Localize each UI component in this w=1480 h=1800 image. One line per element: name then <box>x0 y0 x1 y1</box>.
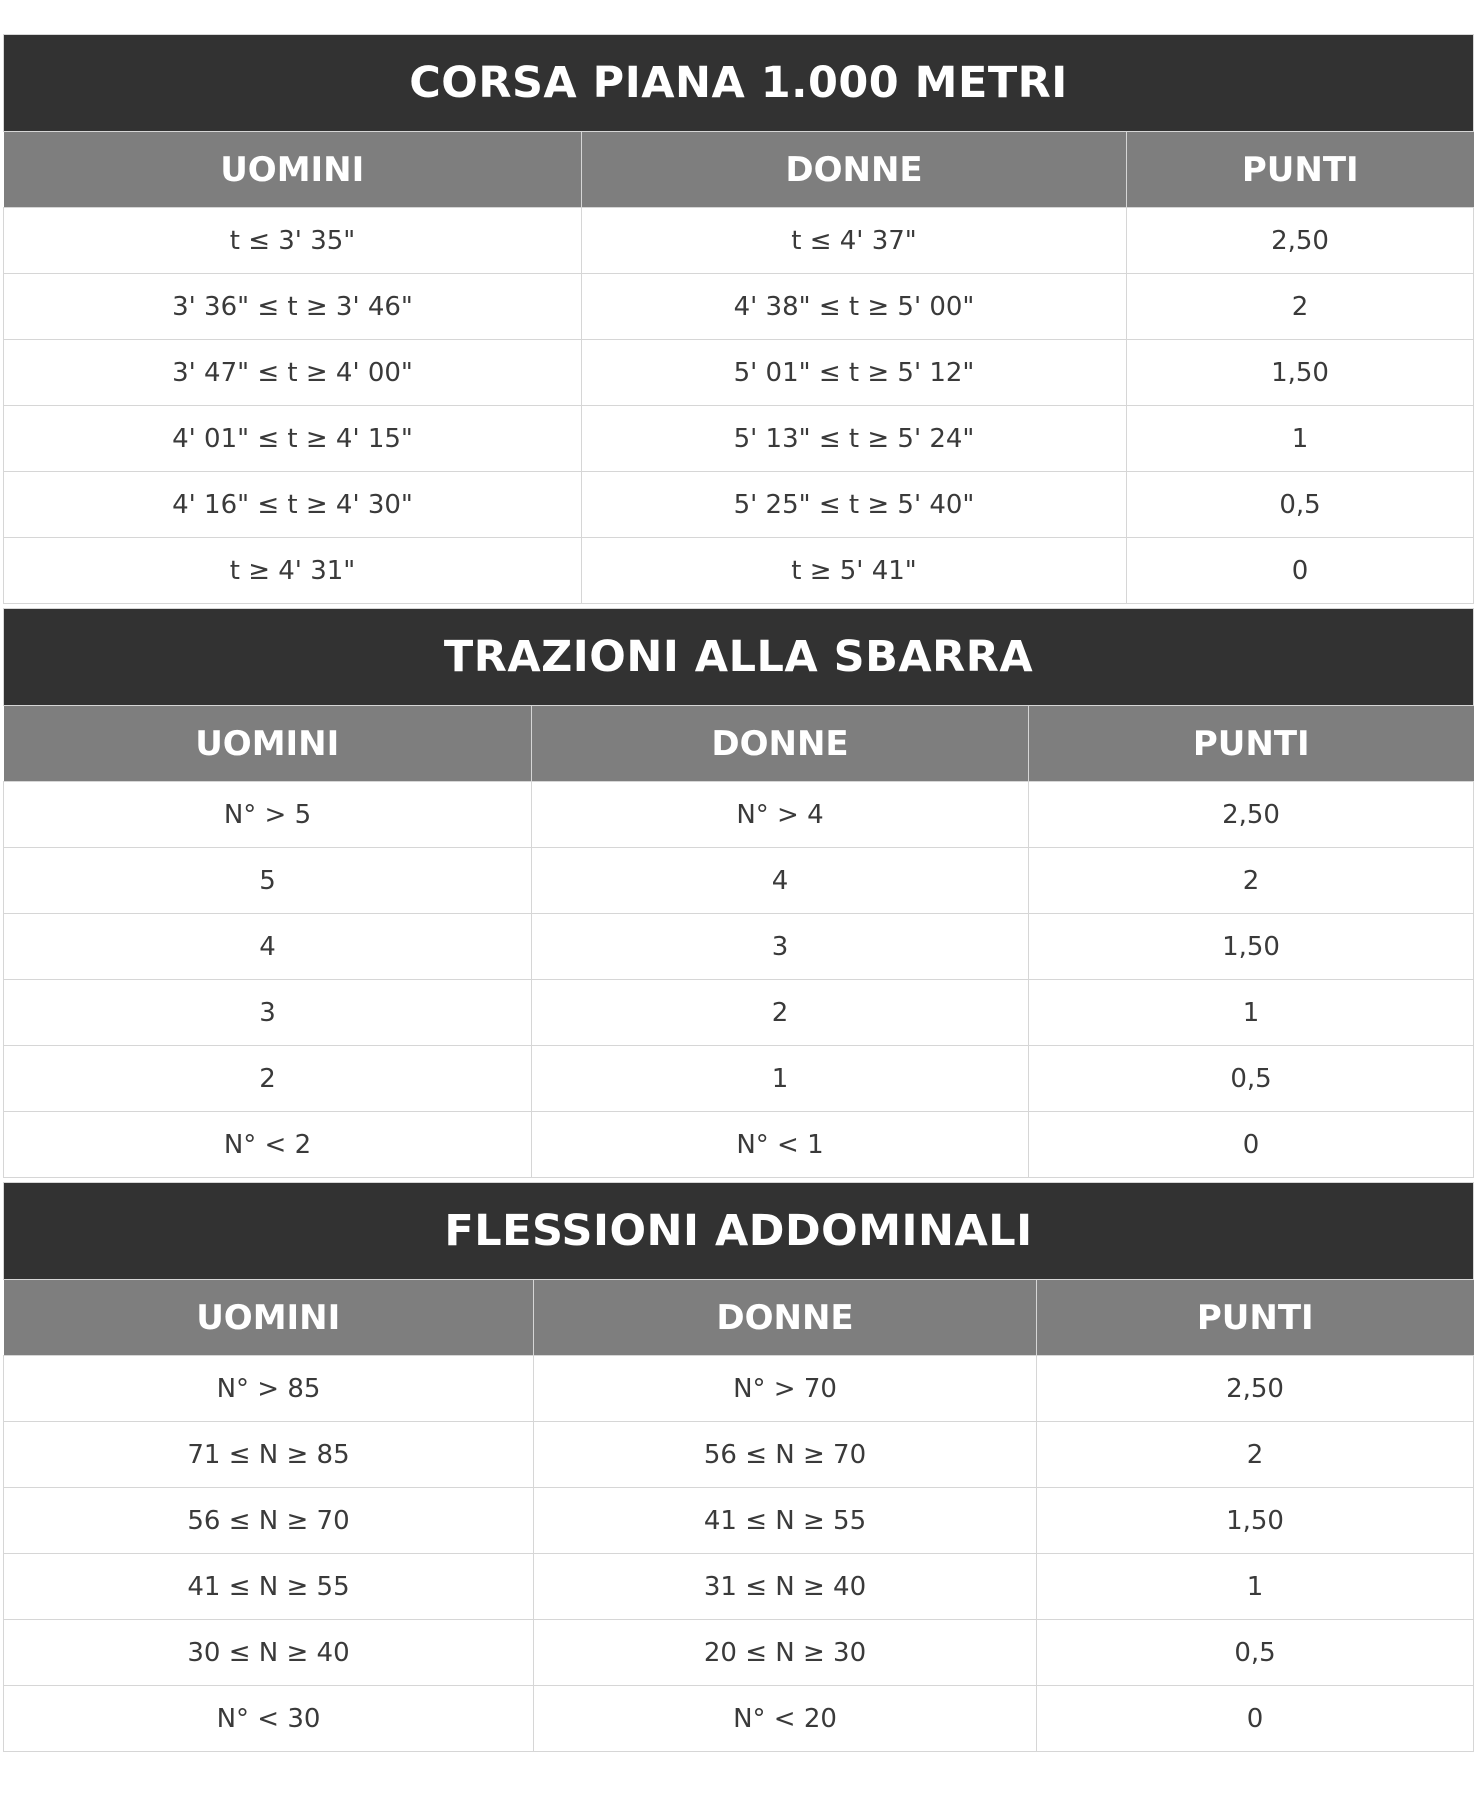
cell-uomini: 41 ≤ N ≥ 55 <box>4 1554 534 1620</box>
table-row <box>4 538 1474 604</box>
cell-uomini: 5 <box>4 848 532 914</box>
table-row <box>4 1112 1474 1178</box>
cell-donne: 2 <box>532 980 1029 1046</box>
cell-punti: 0 <box>1037 1686 1474 1752</box>
cell-punti: 1,50 <box>1037 1488 1474 1554</box>
table-row <box>4 980 1474 1046</box>
cell-uomini: N° < 2 <box>4 1112 532 1178</box>
cell-donne: t ≤ 4' 37" <box>582 208 1127 274</box>
cell-punti: 0 <box>1127 538 1474 604</box>
table-row <box>4 1356 1474 1422</box>
column-header-uomini: UOMINI <box>4 132 582 208</box>
column-header-punti: PUNTI <box>1127 132 1474 208</box>
cell-punti: 1 <box>1127 406 1474 472</box>
cell-punti: 0 <box>1029 1112 1474 1178</box>
table-row <box>4 1046 1474 1112</box>
cell-punti: 2 <box>1037 1422 1474 1488</box>
cell-uomini: 4' 16" ≤ t ≥ 4' 30" <box>4 472 582 538</box>
table-trazioni <box>3 608 1474 1178</box>
table-title: FLESSIONI ADDOMINALI <box>4 1183 1474 1280</box>
cell-uomini: 3' 36" ≤ t ≥ 3' 46" <box>4 274 582 340</box>
cell-donne: 4' 38" ≤ t ≥ 5' 00" <box>582 274 1127 340</box>
cell-donne: N° > 70 <box>534 1356 1037 1422</box>
cell-uomini: 3 <box>4 980 532 1046</box>
cell-donne: N° < 20 <box>534 1686 1037 1752</box>
table-title: TRAZIONI ALLA SBARRA <box>4 609 1474 706</box>
column-header-donne: DONNE <box>582 132 1127 208</box>
cell-uomini: N° > 85 <box>4 1356 534 1422</box>
cell-donne: 20 ≤ N ≥ 30 <box>534 1620 1037 1686</box>
cell-donne: 41 ≤ N ≥ 55 <box>534 1488 1037 1554</box>
cell-uomini: 71 ≤ N ≥ 85 <box>4 1422 534 1488</box>
cell-uomini: N° < 30 <box>4 1686 534 1752</box>
table-row <box>4 208 1474 274</box>
table-row <box>4 340 1474 406</box>
cell-uomini: N° > 5 <box>4 782 532 848</box>
cell-donne: 4 <box>532 848 1029 914</box>
table-row <box>4 1686 1474 1752</box>
cell-donne: 56 ≤ N ≥ 70 <box>534 1422 1037 1488</box>
table-row <box>4 1554 1474 1620</box>
cell-punti: 2,50 <box>1127 208 1474 274</box>
cell-punti: 1,50 <box>1029 914 1474 980</box>
cell-donne: 3 <box>532 914 1029 980</box>
column-header-donne: DONNE <box>534 1280 1037 1356</box>
table-title: CORSA PIANA 1.000 METRI <box>4 35 1474 132</box>
cell-punti: 2 <box>1029 848 1474 914</box>
cell-donne: 1 <box>532 1046 1029 1112</box>
cell-uomini: 30 ≤ N ≥ 40 <box>4 1620 534 1686</box>
table-row <box>4 848 1474 914</box>
cell-punti: 0,5 <box>1037 1620 1474 1686</box>
cell-donne: N° < 1 <box>532 1112 1029 1178</box>
cell-punti: 2 <box>1127 274 1474 340</box>
table-row <box>4 406 1474 472</box>
table-corsa-piana <box>3 34 1474 604</box>
column-header-punti: PUNTI <box>1037 1280 1474 1356</box>
cell-uomini: 56 ≤ N ≥ 70 <box>4 1488 534 1554</box>
column-header-uomini: UOMINI <box>4 706 532 782</box>
cell-donne: 5' 25" ≤ t ≥ 5' 40" <box>582 472 1127 538</box>
cell-punti: 2,50 <box>1037 1356 1474 1422</box>
cell-donne: 5' 01" ≤ t ≥ 5' 12" <box>582 340 1127 406</box>
cell-donne: N° > 4 <box>532 782 1029 848</box>
cell-punti: 1 <box>1029 980 1474 1046</box>
cell-uomini: 4 <box>4 914 532 980</box>
cell-uomini: 4' 01" ≤ t ≥ 4' 15" <box>4 406 582 472</box>
table-row <box>4 914 1474 980</box>
table-row <box>4 274 1474 340</box>
table-row <box>4 472 1474 538</box>
cell-punti: 0,5 <box>1029 1046 1474 1112</box>
column-header-donne: DONNE <box>532 706 1029 782</box>
cell-punti: 1 <box>1037 1554 1474 1620</box>
table-row <box>4 1488 1474 1554</box>
table-row <box>4 1620 1474 1686</box>
cell-donne: 5' 13" ≤ t ≥ 5' 24" <box>582 406 1127 472</box>
cell-uomini: t ≥ 4' 31" <box>4 538 582 604</box>
column-header-punti: PUNTI <box>1029 706 1474 782</box>
cell-uomini: 2 <box>4 1046 532 1112</box>
cell-donne: t ≥ 5' 41" <box>582 538 1127 604</box>
table-row <box>4 782 1474 848</box>
column-header-uomini: UOMINI <box>4 1280 534 1356</box>
cell-uomini: t ≤ 3' 35" <box>4 208 582 274</box>
table-flessioni <box>3 1182 1474 1752</box>
cell-punti: 0,5 <box>1127 472 1474 538</box>
cell-punti: 2,50 <box>1029 782 1474 848</box>
cell-donne: 31 ≤ N ≥ 40 <box>534 1554 1037 1620</box>
score-tables <box>3 34 1473 1752</box>
table-row <box>4 1422 1474 1488</box>
cell-punti: 1,50 <box>1127 340 1474 406</box>
cell-uomini: 3' 47" ≤ t ≥ 4' 00" <box>4 340 582 406</box>
